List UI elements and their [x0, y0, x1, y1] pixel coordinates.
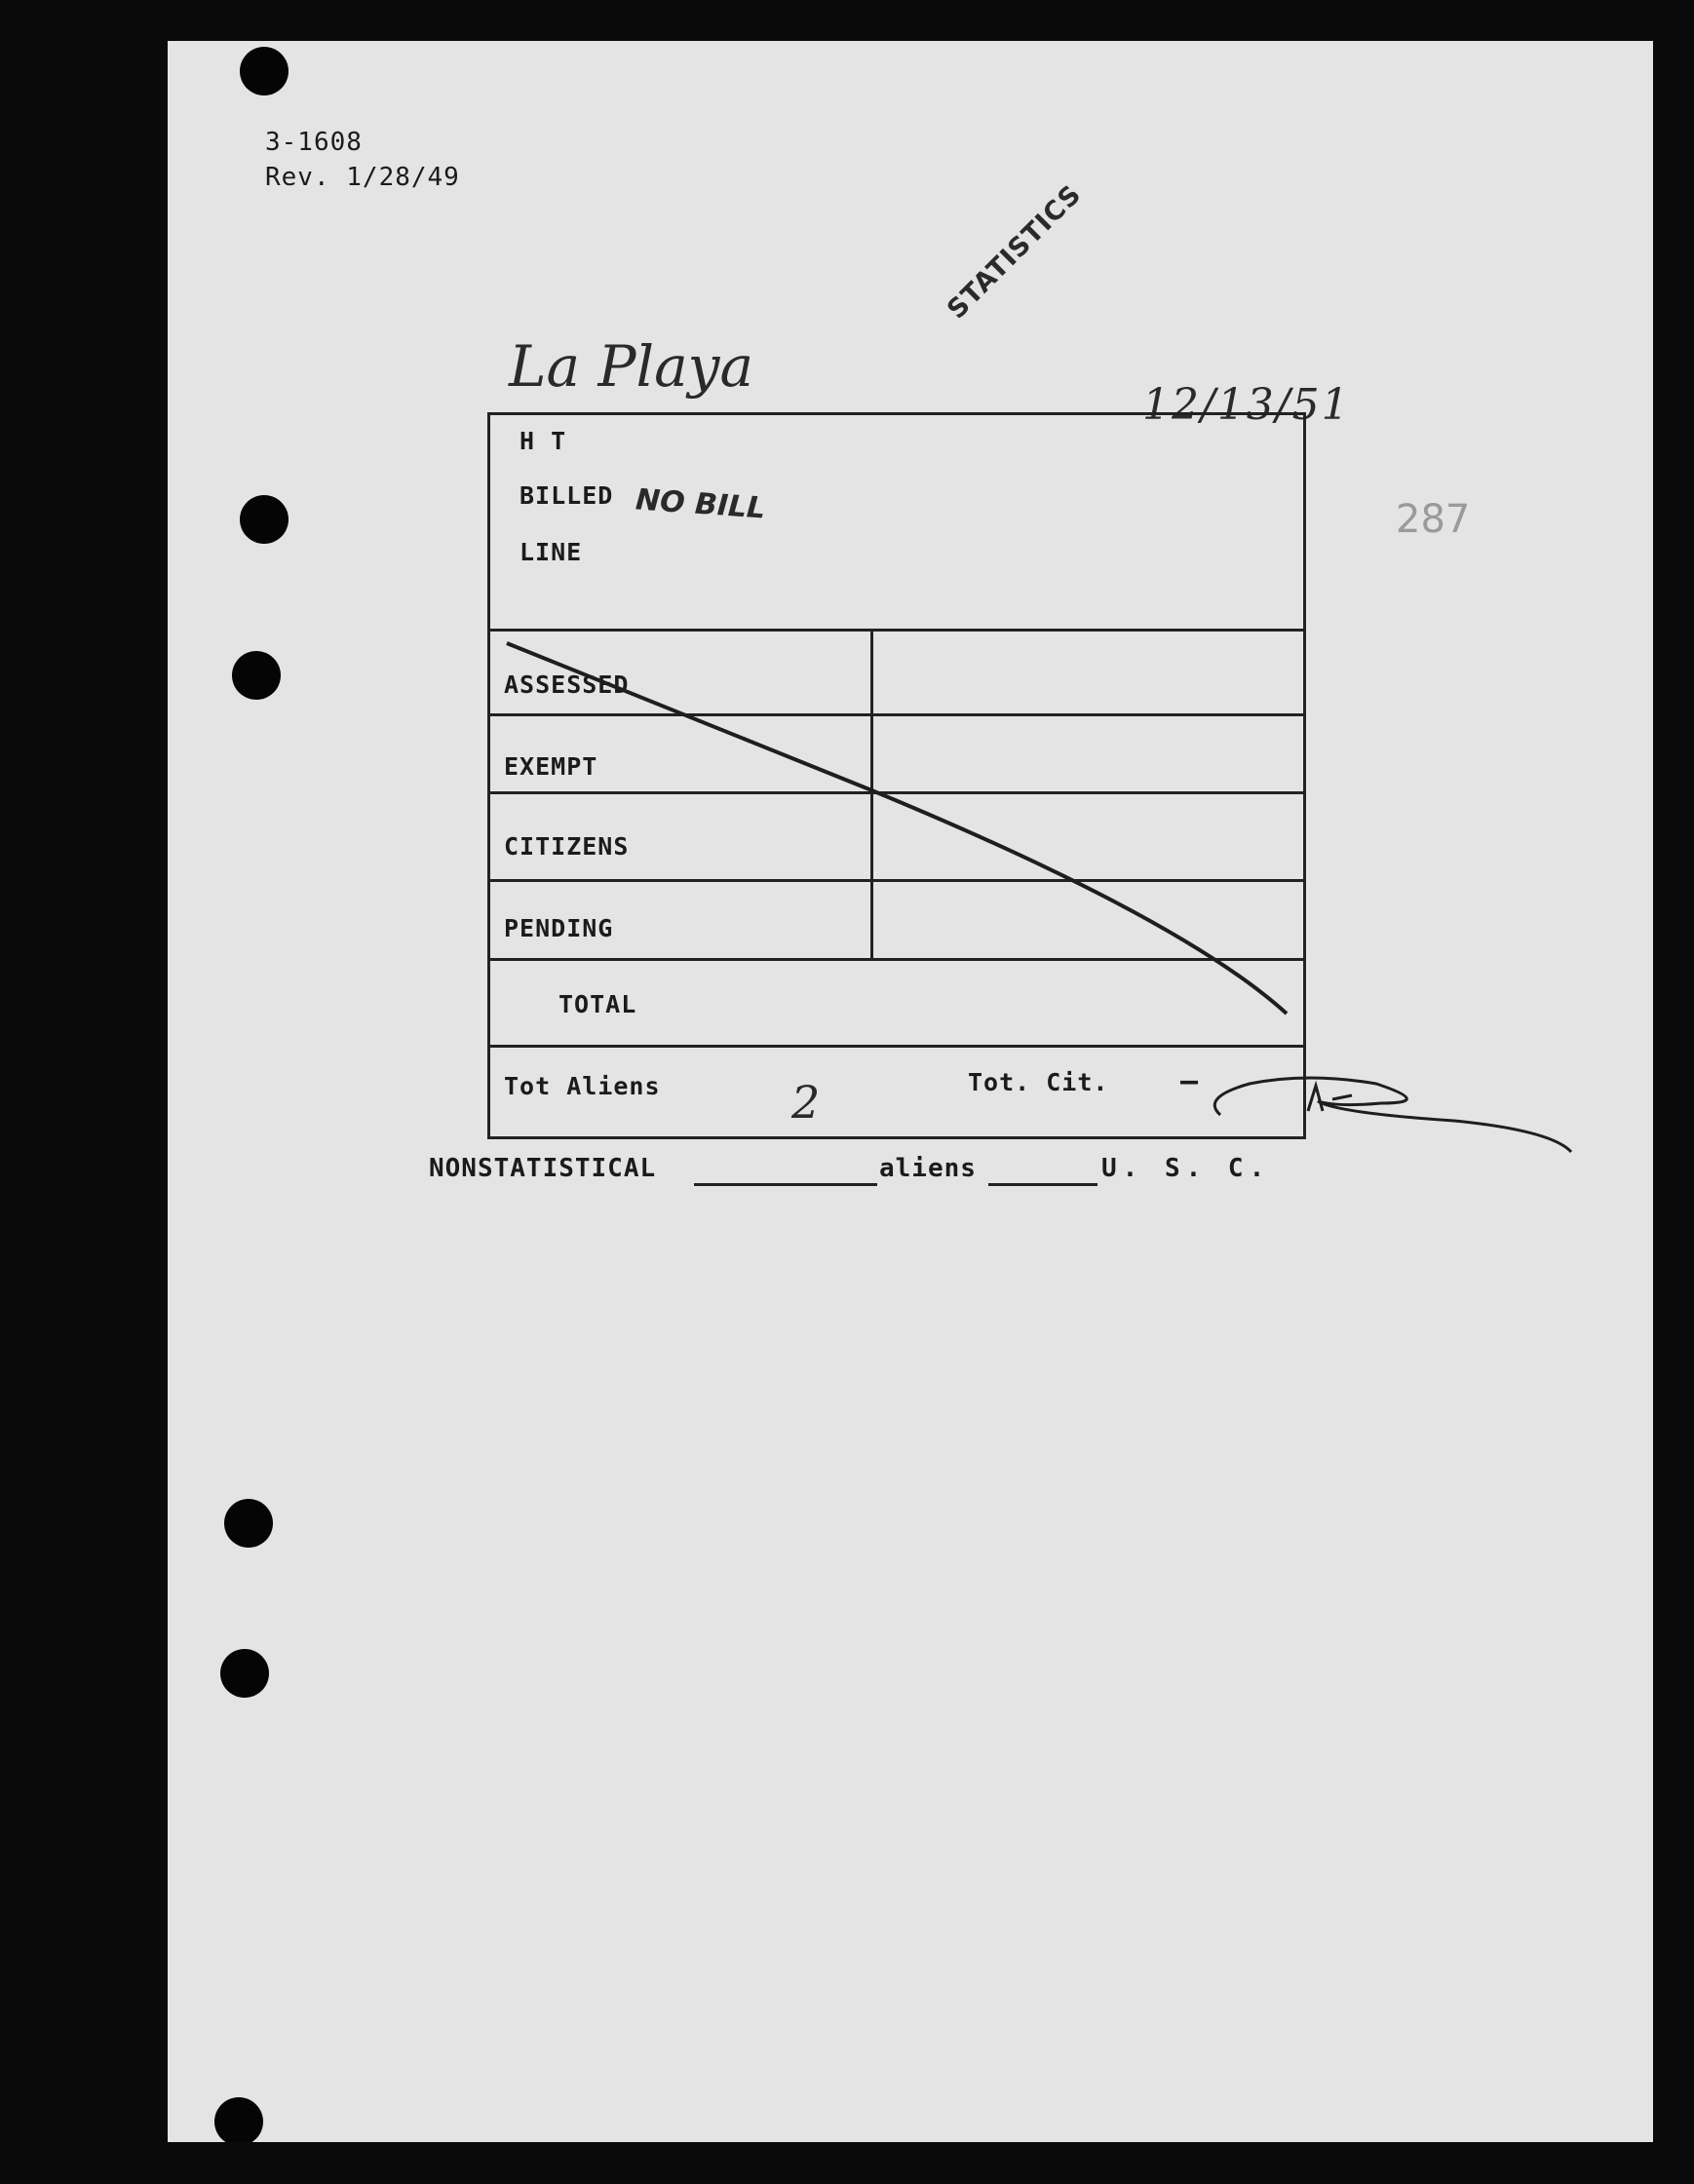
pen-strokes	[168, 41, 1653, 2142]
form-number: 3-1608	[265, 128, 363, 157]
nonstatistical-label: NONSTATISTICAL	[429, 1154, 657, 1183]
citizens-label: CITIZENS	[504, 832, 630, 861]
billed-label: BILLED	[520, 481, 614, 510]
handwritten-place: La Playa	[509, 333, 754, 400]
no-bill-stamp: NO BILL	[634, 482, 767, 526]
aliens-label: aliens	[879, 1154, 977, 1183]
handwritten-tot-aliens: 2	[791, 1076, 821, 1129]
pencil-page-number: 287	[1396, 497, 1471, 542]
statistics-stamp: STATISTICS	[942, 178, 1088, 326]
line-label: LINE	[520, 538, 583, 566]
handwritten-date: 12/13/51	[1142, 380, 1351, 430]
tot-cit-value: —	[1180, 1064, 1200, 1098]
handwritten-initials	[1214, 1078, 1571, 1152]
pending-label: PENDING	[504, 914, 614, 942]
assessed-label: ASSESSED	[504, 671, 630, 699]
tot-cit-label: Tot. Cit.	[968, 1068, 1109, 1096]
tot-aliens-label: Tot Aliens	[504, 1072, 661, 1100]
usc-label: U. S. C.	[1101, 1154, 1271, 1183]
total-label: TOTAL	[558, 990, 637, 1018]
ht-label: H T	[520, 427, 567, 455]
document-page	[168, 41, 1653, 2142]
form-revision: Rev. 1/28/49	[265, 163, 460, 192]
exempt-label: EXEMPT	[504, 752, 598, 781]
strike-through-line	[507, 643, 1287, 1014]
